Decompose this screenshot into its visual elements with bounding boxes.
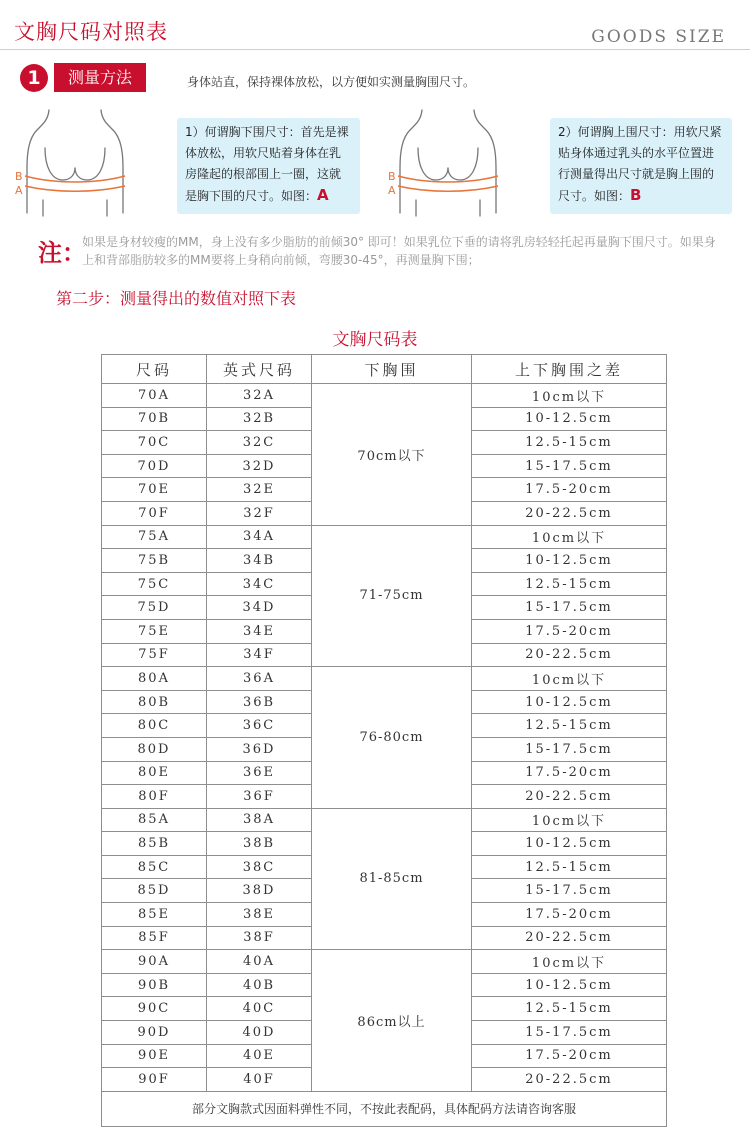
cell-uk-size: 38B [207,832,312,856]
cell-size: 70A [102,384,207,408]
cell-difference: 17.5-20cm [472,478,667,502]
torso-illustration-underbust [15,108,130,218]
cell-difference: 15-17.5cm [472,737,667,761]
cell-difference: 12.5-15cm [472,572,667,596]
cell-difference: 15-17.5cm [472,1021,667,1045]
cell-underbust: 70cm以下 [312,384,472,526]
header-divider [0,49,750,50]
cell-difference: 20-22.5cm [472,501,667,525]
cell-size: 75A [102,525,207,549]
cell-size: 90D [102,1021,207,1045]
table-footer-note: 部分文胸款式因面料弹性不同，不按此表配码，具体配码方法请咨询客服 [102,1091,667,1126]
header-size: 尺码 [102,355,207,384]
cell-size: 70D [102,454,207,478]
cell-size: 70B [102,407,207,431]
note-text: 如果是身材较瘦的MM，身上没有多少脂肪的前倾30° 即可！如果乳位下垂的请将乳房轻轻托起再量胸下围尺寸。如果身上和背部脂肪较多的MM要将上身稍向前倾，弯腰30-45°，再测量胸下围； [82,235,716,267]
step-label: 测量方法 [54,63,146,92]
cell-difference: 17.5-20cm [472,1044,667,1068]
cell-uk-size: 40A [207,950,312,974]
cell-difference: 12.5-15cm [472,997,667,1021]
cell-difference: 10cm以下 [472,525,667,549]
cell-difference: 10cm以下 [472,808,667,832]
step-number-badge: 1 [20,64,48,92]
info-overbust-highlight: B [630,186,642,204]
cell-underbust: 71-75cm [312,525,472,667]
info-underbust-text: 1）何谓胸下围尺寸：首先是裸体放松，用软尺贴着身体在乳房隆起的根部围上一圈，这就是胸下围的尺寸。如图： [185,125,349,203]
cell-size: 80C [102,714,207,738]
cell-difference: 20-22.5cm [472,785,667,809]
page-title: 文胸尺码对照表 [14,20,168,44]
info-box-underbust [177,118,360,214]
cell-uk-size: 36E [207,761,312,785]
cell-uk-size: 38D [207,879,312,903]
cell-uk-size: 34F [207,643,312,667]
cell-difference: 17.5-20cm [472,619,667,643]
cell-uk-size: 40F [207,1068,312,1092]
cell-uk-size: 32C [207,431,312,455]
cell-size: 80F [102,785,207,809]
cell-size: 85C [102,855,207,879]
cell-difference: 15-17.5cm [472,879,667,903]
cell-size: 85E [102,903,207,927]
header-underbust: 下胸围 [312,355,472,384]
marker-a-label: A [388,184,396,197]
cell-uk-size: 40D [207,1021,312,1045]
cell-difference: 12.5-15cm [472,855,667,879]
cell-underbust: 76-80cm [312,667,472,809]
cell-uk-size: 34B [207,549,312,573]
marker-b-label: B [15,170,23,183]
size-table-title: 文胸尺码表 [332,330,418,350]
cell-uk-size: 32D [207,454,312,478]
cell-size: 85A [102,808,207,832]
info-overbust-text: 2）何谓胸上围尺寸：用软尺紧贴身体通过乳头的水平位置进行测量得出尺寸就是胸上围的尺寸。如图： [558,125,722,203]
marker-b-label: B [388,170,396,183]
page-subtitle-en: GOODS SIZE [591,27,726,47]
cell-size: 70E [102,478,207,502]
cell-uk-size: 40B [207,973,312,997]
cell-size: 85F [102,926,207,950]
cell-difference: 10cm以下 [472,384,667,408]
cell-size: 80A [102,667,207,691]
cell-difference: 15-17.5cm [472,596,667,620]
cell-difference: 17.5-20cm [472,903,667,927]
table-header-row [102,355,667,384]
table-footer-row [102,1091,667,1126]
cell-difference: 10-12.5cm [472,832,667,856]
cell-difference: 20-22.5cm [472,643,667,667]
cell-size: 75D [102,596,207,620]
cell-uk-size: 36F [207,785,312,809]
cell-size: 75E [102,619,207,643]
torso-outline-icon [15,108,130,218]
cell-uk-size: 36D [207,737,312,761]
cell-uk-size: 32A [207,384,312,408]
cell-uk-size: 38E [207,903,312,927]
cell-size: 80E [102,761,207,785]
cell-underbust: 81-85cm [312,808,472,950]
torso-illustration-overbust [388,108,503,218]
cell-difference: 10-12.5cm [472,549,667,573]
cell-uk-size: 34E [207,619,312,643]
cell-uk-size: 38C [207,855,312,879]
cell-uk-size: 40C [207,997,312,1021]
table-row [102,384,667,408]
cell-size: 75C [102,572,207,596]
cell-uk-size: 36C [207,714,312,738]
step2-heading: 第二步：测量得出的数值对照下表 [56,289,297,308]
cell-uk-size: 32F [207,501,312,525]
table-row [102,808,667,832]
step-description: 身体站直，保持裸体放松，以方便如实测量胸围尺寸。 [187,75,476,89]
note-mark: 注： [38,239,86,267]
marker-a-label: A [15,184,23,197]
cell-difference: 10cm以下 [472,667,667,691]
cell-size: 80D [102,737,207,761]
cell-difference: 10-12.5cm [472,690,667,714]
cell-uk-size: 36B [207,690,312,714]
cell-size: 90F [102,1068,207,1092]
info-box-overbust [550,118,732,214]
table-row [102,667,667,691]
torso-outline-icon [388,108,503,218]
cell-underbust: 86cm以上 [312,950,472,1092]
cell-difference: 10-12.5cm [472,973,667,997]
header-uk-size: 英式尺码 [207,355,312,384]
info-underbust-highlight: A [317,186,329,204]
cell-uk-size: 32E [207,478,312,502]
cell-size: 90A [102,950,207,974]
cell-uk-size: 34C [207,572,312,596]
cell-difference: 17.5-20cm [472,761,667,785]
cell-difference: 15-17.5cm [472,454,667,478]
cell-difference: 20-22.5cm [472,926,667,950]
table-row [102,525,667,549]
cell-uk-size: 32B [207,407,312,431]
cell-uk-size: 40E [207,1044,312,1068]
header-difference: 上下胸围之差 [472,355,667,384]
cell-size: 85D [102,879,207,903]
cell-difference: 10cm以下 [472,950,667,974]
cell-difference: 12.5-15cm [472,714,667,738]
cell-uk-size: 36A [207,667,312,691]
cell-size: 85B [102,832,207,856]
cell-uk-size: 38F [207,926,312,950]
cell-uk-size: 34D [207,596,312,620]
cell-difference: 12.5-15cm [472,431,667,455]
cell-size: 75F [102,643,207,667]
cell-size: 90E [102,1044,207,1068]
cell-size: 75B [102,549,207,573]
cell-size: 70C [102,431,207,455]
size-table [101,354,667,1127]
cell-size: 80B [102,690,207,714]
cell-size: 70F [102,501,207,525]
cell-size: 90B [102,973,207,997]
cell-size: 90C [102,997,207,1021]
cell-difference: 20-22.5cm [472,1068,667,1092]
cell-uk-size: 38A [207,808,312,832]
cell-uk-size: 34A [207,525,312,549]
cell-difference: 10-12.5cm [472,407,667,431]
table-row [102,950,667,974]
